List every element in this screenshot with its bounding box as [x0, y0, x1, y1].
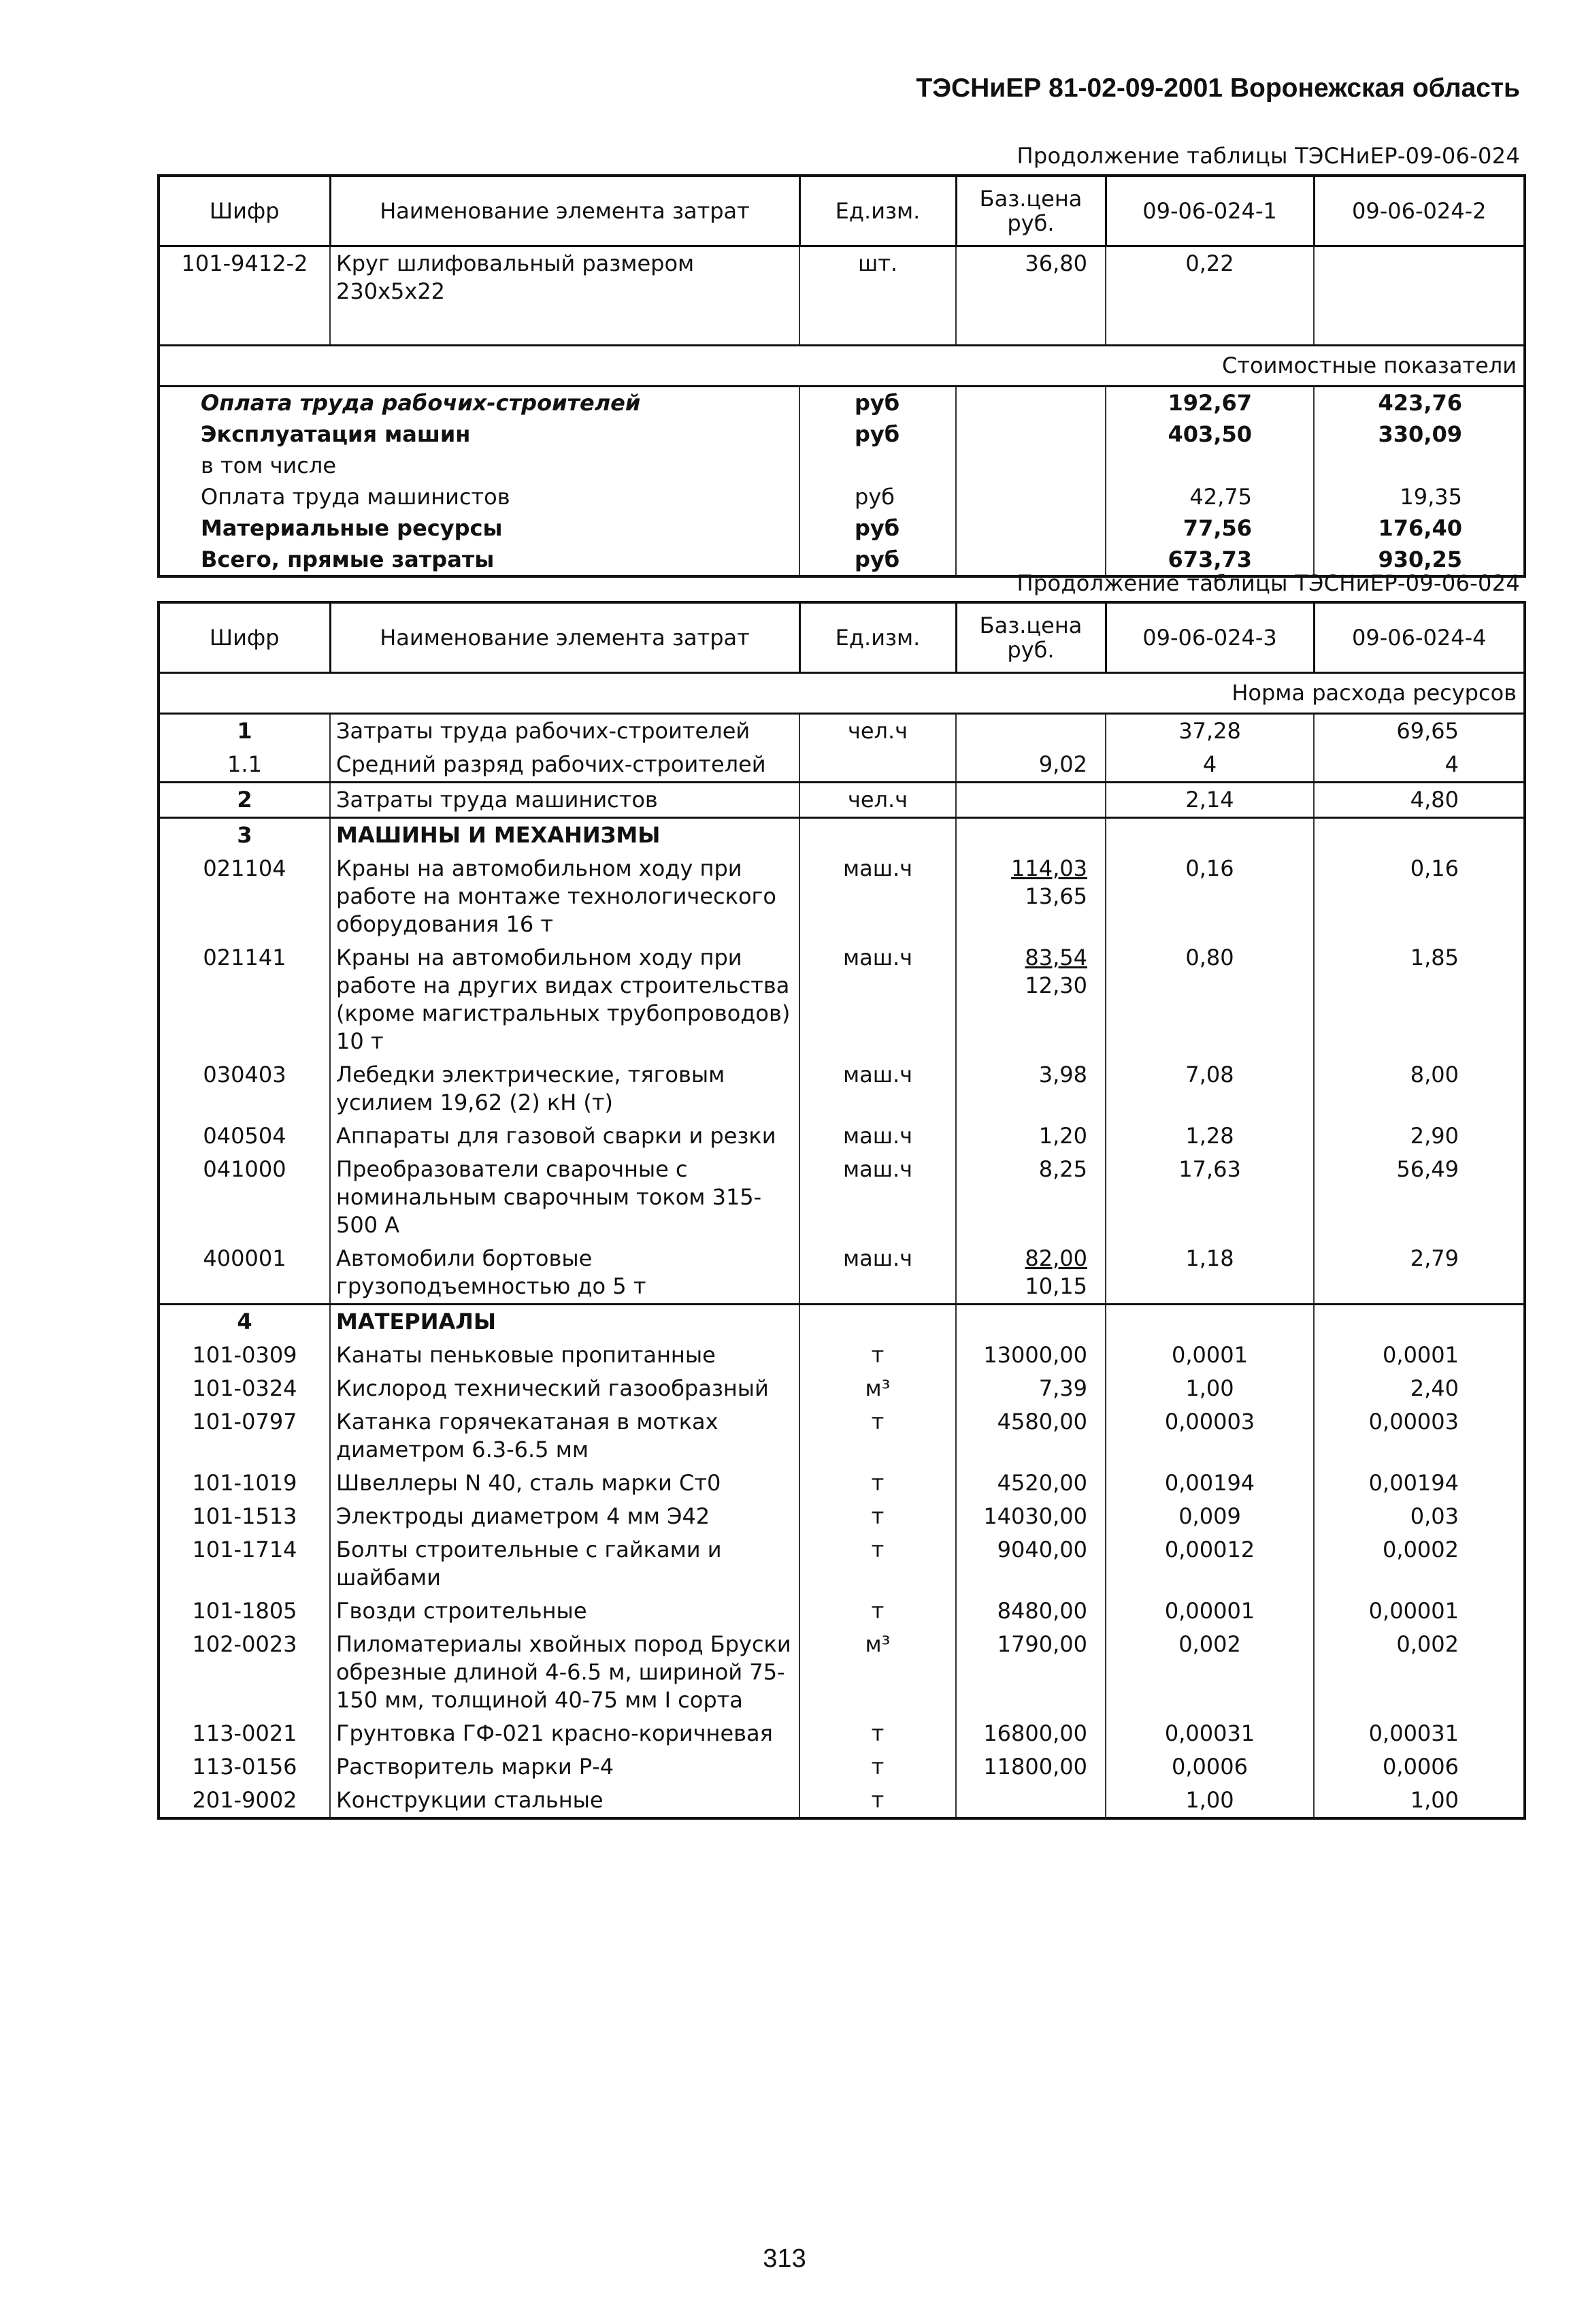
row-value-b: 2,90 [1314, 1119, 1525, 1153]
table-header-row [159, 176, 1525, 246]
table-row [159, 748, 1525, 783]
row-price-value: 14030,00 [983, 1503, 1087, 1529]
rows-body [159, 714, 1525, 1819]
summary-row [159, 419, 1525, 450]
table-row [159, 246, 1525, 309]
row-price-machinist: 12,30 [1025, 972, 1087, 998]
row-price [956, 1594, 1106, 1628]
row-name: МАШИНЫ И МЕХАНИЗМЫ [330, 818, 799, 853]
row-name: Круг шлифовальный размером 230х5х22 [330, 246, 799, 309]
section-label: Стоимостные показатели [159, 345, 1525, 386]
row-unit: т [799, 1467, 956, 1500]
row-unit [799, 748, 956, 783]
summary-unit [799, 450, 956, 481]
column-header-name: Наименование элемента затрат [330, 602, 799, 673]
row-price-value: 4580,00 [997, 1409, 1087, 1435]
row-price [956, 1372, 1106, 1405]
summary-row [159, 481, 1525, 512]
row-value-b: 0,0001 [1314, 1339, 1525, 1372]
row-price [956, 1119, 1106, 1153]
row-value-b: 0,0006 [1314, 1750, 1525, 1784]
summary-value-b: 330,09 [1314, 419, 1525, 450]
row-price-value: 11800,00 [983, 1754, 1087, 1780]
table-row [159, 1058, 1525, 1119]
summary-unit: руб [799, 481, 956, 512]
summary-name: Всего, прямые затраты [201, 546, 495, 572]
table-row [159, 941, 1525, 1058]
row-name: Краны на автомобильном ходу при работе на других видах строительства (кроме магистральных трубопроводов) 10 т [330, 941, 799, 1058]
table-row [159, 714, 1525, 749]
table-caption: Продолжение таблицы ТЭСНиЕР-09-06-024 [1017, 143, 1520, 169]
row-name: Канаты пеньковые пропитанные [330, 1339, 799, 1372]
row-price [956, 748, 1106, 783]
row-value-b [1314, 246, 1525, 309]
row-price [956, 783, 1106, 818]
table-row [159, 783, 1525, 818]
row-value-b: 1,85 [1314, 941, 1525, 1058]
row-value-a [1106, 818, 1314, 853]
row-name: Растворитель марки Р-4 [330, 1750, 799, 1784]
row-value-a: 0,80 [1106, 941, 1314, 1058]
row-value-a [1106, 1305, 1314, 1339]
row-value-a: 0,00001 [1106, 1594, 1314, 1628]
row-price-value: 9,02 [1038, 751, 1087, 777]
row-code: 113-0021 [192, 1720, 297, 1746]
row-price [956, 1533, 1106, 1594]
column-header-unit: Ед.изм. [799, 602, 956, 673]
summary-name: Эксплуатация машин [201, 421, 471, 447]
section-row [159, 673, 1525, 714]
summary-value-a: 192,67 [1106, 386, 1314, 419]
row-price [956, 1750, 1106, 1784]
column-header-name: Наименование элемента затрат [330, 176, 799, 246]
table-header-row [159, 602, 1525, 673]
row-value-a: 0,00194 [1106, 1467, 1314, 1500]
row-code: 021141 [203, 945, 286, 970]
table-row [159, 1305, 1525, 1339]
table-row [159, 818, 1525, 853]
row-value-b [1314, 1305, 1525, 1339]
row-price-value: 82,00 [1025, 1245, 1087, 1271]
row-value-a: 0,009 [1106, 1500, 1314, 1533]
row-value-a: 0,22 [1106, 246, 1314, 309]
row-value-b: 0,03 [1314, 1500, 1525, 1533]
table-row [159, 1119, 1525, 1153]
summary-price [956, 512, 1106, 544]
row-unit [799, 818, 956, 853]
table-row [159, 1405, 1525, 1467]
row-price [956, 1717, 1106, 1750]
row-code: 4 [159, 1305, 330, 1339]
row-price-value: 3,98 [1038, 1062, 1087, 1087]
summary-row [159, 386, 1525, 419]
page-number: 313 [763, 2244, 806, 2273]
row-value-a: 0,002 [1106, 1628, 1314, 1717]
row-price-value: 16800,00 [983, 1720, 1087, 1746]
summary-row [159, 450, 1525, 481]
row-price-value: 8,25 [1038, 1156, 1087, 1182]
row-value-a: 0,00031 [1106, 1717, 1314, 1750]
row-name: Автомобили бортовые грузоподъемностью до 5 т [330, 1242, 799, 1305]
spacer-row [159, 308, 1525, 345]
row-value-a: 0,0001 [1106, 1339, 1314, 1372]
row-price-value: 4520,00 [997, 1470, 1087, 1496]
column-header-b: 09-06-024-4 [1314, 602, 1525, 673]
row-code: 030403 [203, 1062, 286, 1087]
row-name: Лебедки электрические, тяговым усилием 19,62 (2) кН (т) [330, 1058, 799, 1119]
summary-unit: руб [799, 386, 956, 419]
row-unit: т [799, 1750, 956, 1784]
summary-price [956, 450, 1106, 481]
row-price [956, 1467, 1106, 1500]
row-price [956, 1242, 1106, 1305]
table-row [159, 852, 1525, 941]
summary-body [159, 386, 1525, 576]
row-code: 1 [237, 718, 252, 744]
row-price-value: 1,20 [1038, 1123, 1087, 1149]
section-row [159, 345, 1525, 386]
row-unit: маш.ч [799, 1119, 956, 1153]
row-value-a: 7,08 [1106, 1058, 1314, 1119]
row-price-value: 9040,00 [997, 1537, 1087, 1562]
row-name: Швеллеры N 40, сталь марки Ст0 [330, 1467, 799, 1500]
summary-price [956, 386, 1106, 419]
row-value-b [1314, 818, 1525, 853]
row-value-b: 0,002 [1314, 1628, 1525, 1717]
row-price [956, 1628, 1106, 1717]
row-code: 101-1019 [192, 1470, 297, 1496]
row-price [956, 1784, 1106, 1818]
row-code: 113-0156 [192, 1754, 297, 1780]
row-value-a: 37,28 [1106, 714, 1314, 749]
row-name: Краны на автомобильном ходу при работе на монтаже технологического оборудования 16 т [330, 852, 799, 941]
row-unit: маш.ч [799, 1058, 956, 1119]
row-price-value: 7,39 [1038, 1375, 1087, 1401]
summary-value-a: 403,50 [1106, 419, 1314, 450]
row-unit: т [799, 1339, 956, 1372]
row-price-value: 8480,00 [997, 1598, 1087, 1624]
row-unit: м³ [799, 1372, 956, 1405]
row-code: 400001 [203, 1245, 286, 1271]
summary-value-a [1106, 450, 1314, 481]
row-value-b: 4,80 [1314, 783, 1525, 818]
row-unit: маш.ч [799, 852, 956, 941]
row-code: 101-0797 [192, 1409, 297, 1435]
summary-name: Оплата труда рабочих-строителей [201, 389, 641, 416]
summary-value-b: 176,40 [1314, 512, 1525, 544]
row-name: Затраты труда рабочих-строителей [330, 714, 799, 749]
column-header-code: Шифр [159, 602, 330, 673]
row-unit: т [799, 1784, 956, 1818]
table-row [159, 1372, 1525, 1405]
summary-unit: руб [799, 419, 956, 450]
summary-value-b: 930,25 [1314, 544, 1525, 576]
table-row [159, 1242, 1525, 1305]
row-unit [799, 1305, 956, 1339]
row-value-b: 0,00194 [1314, 1467, 1525, 1500]
row-code: 1.1 [227, 751, 262, 777]
row-value-a: 2,14 [1106, 783, 1314, 818]
row-code: 101-9412-2 [181, 250, 308, 276]
row-name: Кислород технический газообразный [330, 1372, 799, 1405]
row-price [956, 1305, 1106, 1339]
summary-value-b: 423,76 [1314, 386, 1525, 419]
row-unit: маш.ч [799, 1153, 956, 1242]
row-name: Аппараты для газовой сварки и резки [330, 1119, 799, 1153]
row-price-value: 114,03 [1011, 855, 1087, 881]
row-name: Электроды диаметром 4 мм Э42 [330, 1500, 799, 1533]
row-unit: т [799, 1717, 956, 1750]
row-unit: т [799, 1500, 956, 1533]
row-code: 2 [159, 783, 330, 818]
summary-price [956, 419, 1106, 450]
row-code: 021104 [203, 855, 286, 881]
table-row [159, 1717, 1525, 1750]
table-row [159, 1594, 1525, 1628]
row-price [956, 1058, 1106, 1119]
row-code: 3 [159, 818, 330, 853]
summary-name: в том числе [201, 452, 336, 478]
row-value-a: 0,00012 [1106, 1533, 1314, 1594]
row-price-machinist: 10,15 [1025, 1273, 1087, 1299]
row-price-machinist: 13,65 [1025, 883, 1087, 909]
row-value-b: 2,40 [1314, 1372, 1525, 1405]
row-name: Преобразователи сварочные с номинальным сварочным током 315-500 А [330, 1153, 799, 1242]
row-value-a: 1,00 [1106, 1784, 1314, 1818]
summary-value-a: 42,75 [1106, 481, 1314, 512]
row-value-b: 8,00 [1314, 1058, 1525, 1119]
row-value-b: 69,65 [1314, 714, 1525, 749]
row-code: 040504 [203, 1123, 286, 1149]
row-code: 101-1805 [192, 1598, 297, 1624]
row-price-value: 1790,00 [997, 1631, 1087, 1657]
summary-unit: руб [799, 544, 956, 576]
row-value-a: 0,00003 [1106, 1405, 1314, 1467]
row-value-b: 1,00 [1314, 1784, 1525, 1818]
row-price [956, 941, 1106, 1058]
row-value-a: 0,16 [1106, 852, 1314, 941]
row-value-b: 0,00003 [1314, 1405, 1525, 1467]
row-unit: т [799, 1594, 956, 1628]
column-header-b: 09-06-024-2 [1314, 176, 1525, 246]
row-value-b: 0,0002 [1314, 1533, 1525, 1594]
cost-table-2 [157, 601, 1526, 1820]
row-value-b: 0,00001 [1314, 1594, 1525, 1628]
table-row [159, 1153, 1525, 1242]
table-row [159, 1628, 1525, 1717]
table-row [159, 1750, 1525, 1784]
row-price [956, 1500, 1106, 1533]
row-unit: т [799, 1533, 956, 1594]
row-value-b: 2,79 [1314, 1242, 1525, 1305]
row-price [956, 818, 1106, 853]
row-value-a: 1,00 [1106, 1372, 1314, 1405]
table-row [159, 1339, 1525, 1372]
column-header-code: Шифр [159, 176, 330, 246]
row-value-a: 17,63 [1106, 1153, 1314, 1242]
row-name: Конструкции стальные [330, 1784, 799, 1818]
row-code: 101-0309 [192, 1342, 297, 1368]
table-row [159, 1467, 1525, 1500]
column-header-price: Баз.цена руб. [956, 602, 1106, 673]
row-value-a: 1,18 [1106, 1242, 1314, 1305]
row-name: Средний разряд рабочих-строителей [330, 748, 799, 783]
row-name: Грунтовка ГФ-021 красно-коричневая [330, 1717, 799, 1750]
section-label: Норма расхода ресурсов [159, 673, 1525, 714]
column-header-a: 09-06-024-3 [1106, 602, 1314, 673]
row-value-a: 1,28 [1106, 1119, 1314, 1153]
row-price-value: 83,54 [1025, 945, 1087, 970]
row-price [956, 714, 1106, 749]
row-price [956, 1153, 1106, 1242]
summary-value-b [1314, 450, 1525, 481]
summary-value-a: 77,56 [1106, 512, 1314, 544]
summary-value-a: 673,73 [1106, 544, 1314, 576]
row-value-b: 0,16 [1314, 852, 1525, 941]
row-name: Затраты труда машинистов [330, 783, 799, 818]
row-unit: чел.ч [799, 783, 956, 818]
row-unit: маш.ч [799, 941, 956, 1058]
row-price [956, 1405, 1106, 1467]
row-unit: шт. [799, 246, 956, 309]
row-price: 36,80 [956, 246, 1106, 309]
table-row [159, 1533, 1525, 1594]
row-value-b: 4 [1314, 748, 1525, 783]
row-price-value: 13000,00 [983, 1342, 1087, 1368]
row-unit: т [799, 1405, 956, 1467]
row-name: Катанка горячекатаная в мотках диаметром 6.3-6.5 мм [330, 1405, 799, 1467]
summary-value-b: 19,35 [1314, 481, 1525, 512]
summary-unit: руб [799, 512, 956, 544]
row-unit: маш.ч [799, 1242, 956, 1305]
column-header-price: Баз.цена руб. [956, 176, 1106, 246]
row-name: Пиломатериалы хвойных пород Бруски обрезные длиной 4-6.5 м, шириной 75-150 мм, толщиной 40-75 мм I сорта [330, 1628, 799, 1717]
row-value-a: 0,0006 [1106, 1750, 1314, 1784]
table-row [159, 1500, 1525, 1533]
summary-name: Материальные ресурсы [201, 514, 503, 541]
row-name: МАТЕРИАЛЫ [330, 1305, 799, 1339]
summary-price [956, 481, 1106, 512]
table-caption: Продолжение таблицы ТЭСНиЕР-09-06-024 [1017, 570, 1520, 596]
row-code: 101-1513 [192, 1503, 297, 1529]
row-unit: м³ [799, 1628, 956, 1717]
summary-row [159, 512, 1525, 544]
row-price [956, 1339, 1106, 1372]
row-value-b: 56,49 [1314, 1153, 1525, 1242]
row-price [956, 852, 1106, 941]
row-value-a: 4 [1106, 748, 1314, 783]
row-code: 102-0023 [192, 1631, 297, 1657]
row-code: 041000 [203, 1156, 286, 1182]
row-name: Гвозди строительные [330, 1594, 799, 1628]
column-header-a: 09-06-024-1 [1106, 176, 1314, 246]
column-header-unit: Ед.изм. [799, 176, 956, 246]
summary-name: Оплата труда машинистов [201, 483, 510, 510]
row-code: 201-9002 [192, 1787, 297, 1813]
row-unit: чел.ч [799, 714, 956, 749]
row-value-b: 0,00031 [1314, 1717, 1525, 1750]
cost-table-1 [157, 174, 1526, 578]
row-name: Болты строительные с гайками и шайбами [330, 1533, 799, 1594]
row-code: 101-1714 [192, 1537, 297, 1562]
table-row [159, 1784, 1525, 1818]
row-code: 101-0324 [192, 1375, 297, 1401]
page-header: ТЭСНиЕР 81-02-09-2001 Воронежская область [916, 73, 1520, 103]
